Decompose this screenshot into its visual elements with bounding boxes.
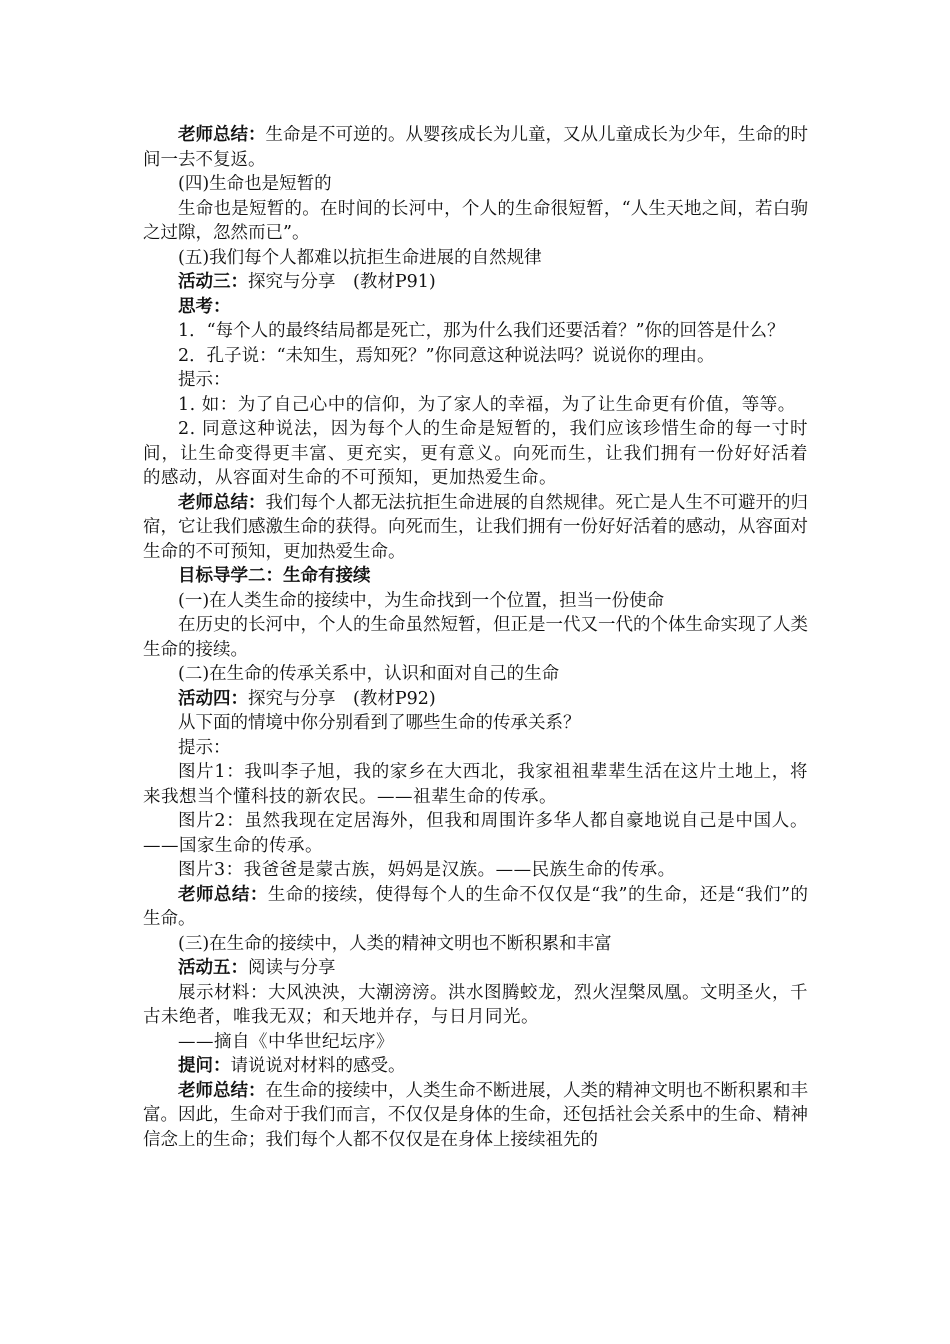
paragraph-29 [143,1079,808,1153]
paragraph-15 [143,613,808,662]
paragraph-29-text: 在生命的接续中，人类生命不断进展，人类的精神文明也不断积累和丰富。因此，生命对于我们而言，不仅仅是身体的生命，还包括社会关系中的生命、精神信念上的生命；我们每个人都不仅仅是在身体上接续祖先的 [143,1080,808,1150]
paragraph-20 [143,760,808,809]
paragraph-3-text: 生命也是短暂的。在时间的长河中，个人的生命很短暂，“人生天地之间，若白驹之过隙，忽然而已”。 [143,198,808,243]
paragraph-15-text: 在历史的长河中，个人的生命虽然短暂，但正是一代又一代的个体生命实现了人类生命的接续。 [143,615,808,660]
paragraph-12-lead: 老师总结： [178,492,266,513]
paragraph-17-lead: 活动四： [178,688,248,709]
paragraph-8-text: 2．孔子说：“未知生，焉知死？”你同意这种说法吗？说说你的理由。 [178,345,715,366]
paragraph-1-text: 生命是不可逆的。从婴孩成长为儿童，又从儿童成长为少年，生命的时间一去不复返。 [143,125,808,170]
paragraph-26 [143,981,808,1030]
paragraph-4-text: (五)我们每个人都难以抗拒生命进展的自然规律 [178,247,542,268]
paragraph-17-text: 探究与分享 (教材P92) [248,688,436,709]
paragraph-27-text: ——摘自《中华世纪坛序》 [178,1031,394,1052]
section-heading [143,564,808,589]
paragraph-14-text: (一)在人类生命的接续中，为生命找到一个位置，担当一份使命 [178,590,665,611]
paragraph-19-text: 提示： [178,737,231,758]
paragraph-9-text: 提示： [178,370,231,390]
paragraph-22-text: 图片3：我爸爸是蒙古族，妈妈是汉族。——民族生命的传承。 [178,860,676,880]
paragraph-25-text: 阅读与分享 [248,958,336,978]
paragraph-9 [143,368,808,393]
paragraph-12 [143,491,808,565]
paragraph-6 [143,295,808,320]
paragraph-28 [143,1054,808,1079]
paragraph-1-lead: 老师总结： [178,125,266,145]
paragraph-4 [143,246,808,271]
paragraph-27 [143,1030,808,1055]
paragraph-6-lead: 思考： [178,296,231,317]
paragraph-21-text: 图片2：虽然我现在定居海外，但我和周围许多华人都自豪地说自己是中国人。——国家生命的传承。 [143,811,808,856]
paragraph-16 [143,662,808,687]
paragraph-26-text: 展示材料：大风泱泱，大潮滂滂。洪水图腾蛟龙，烈火涅槃凤凰。文明圣火，千古未绝者，唯我无双；和天地并存，与日月同光。 [143,982,808,1027]
paragraph-1 [143,123,808,172]
paragraph-8 [143,344,808,369]
paragraph-16-text: (二)在生命的传承关系中，认识和面对自己的生命 [178,664,560,684]
paragraph-21 [143,809,808,858]
paragraph-2-text: (四)生命也是短暂的 [178,174,332,194]
paragraph-10-text: 1. 如：为了自己心中的信仰，为了家人的幸福，为了让生命更有价值，等等。 [178,394,796,415]
paragraph-17 [143,687,808,712]
paragraph-23-lead: 老师总结： [178,884,268,905]
document-page [143,123,808,1152]
paragraph-18 [143,711,808,736]
paragraph-5 [143,270,808,295]
paragraph-3 [143,197,808,246]
paragraph-24-text: (三)在生命的接续中，人类的精神文明也不断积累和丰富 [178,933,612,954]
paragraph-11-text: 2. 同意这种说法，因为每个人的生命是短暂的，我们应该珍惜生命的每一寸时间，让生命变得更丰富、更充实，更有意义。向死而生，让我们拥有一份好好活着的感动，从容面对生命的不可预知，更加热爱生命。 [143,419,808,488]
section-heading-text: 目标导学二：生命有接续 [178,566,371,586]
paragraph-24 [143,932,808,957]
paragraph-25-lead: 活动五： [178,958,248,978]
paragraph-7-text: 1．“每个人的最终结局都是死亡，那为什么我们还要活着？”你的回答是什么？ [178,321,785,341]
paragraph-19 [143,736,808,761]
paragraph-22 [143,858,808,883]
paragraph-10 [143,393,808,418]
paragraph-20-text: 图片1：我叫李子旭，我的家乡在大西北，我家祖祖辈辈生活在这片土地上，将来我想当个懂科技的新农民。——祖辈生命的传承。 [143,762,808,807]
paragraph-29-lead: 老师总结： [178,1080,266,1101]
paragraph-14 [143,589,808,614]
paragraph-7 [143,319,808,344]
paragraph-18-text: 从下面的情境中你分别看到了哪些生命的传承关系？ [178,713,581,733]
paragraph-28-text: 请说说对材料的感受。 [230,1056,406,1076]
paragraph-28-lead: 提问： [178,1056,231,1076]
paragraph-2 [143,172,808,197]
paragraph-5-lead: 活动三： [178,272,248,292]
paragraph-23-text: 生命的接续，使得每个人的生命不仅仅是“我”的生命，还是“我们”的生命。 [143,884,808,929]
paragraph-25 [143,956,808,981]
paragraph-12-text: 我们每个人都无法抗拒生命进展的自然规律。死亡是人生不可避开的归宿，它让我们感激生命的获得。向死而生，让我们拥有一份好好活着的感动，从容面对生命的不可预知，更加热爱生命。 [143,492,808,562]
paragraph-23 [143,883,808,932]
paragraph-11 [143,417,808,491]
paragraph-5-text: 探究与分享 (教材P91) [248,272,436,292]
